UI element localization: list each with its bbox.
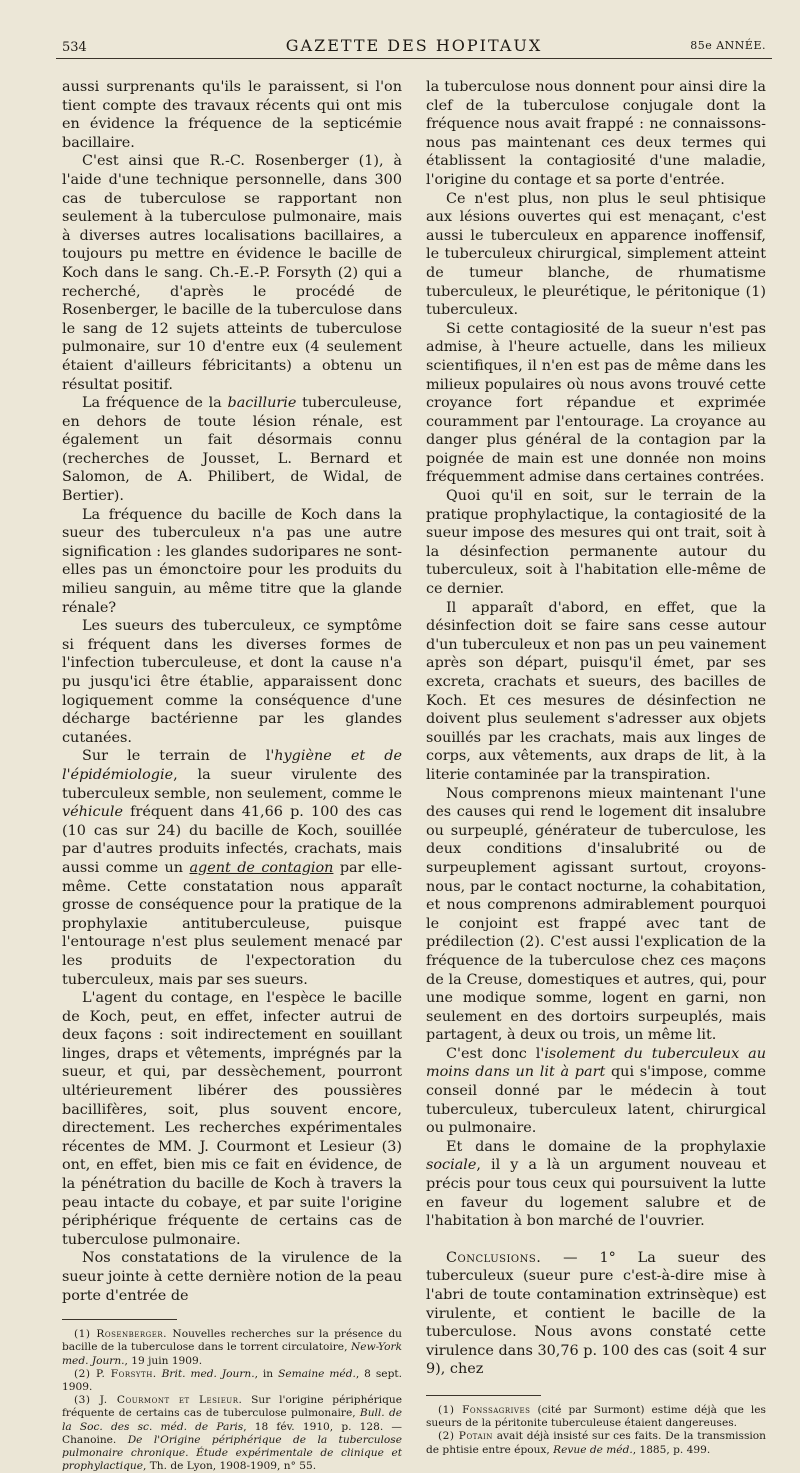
paragraph: L'agent du contage, en l'espèce le bacille de Koch, peut, en effet, infecter autrui de deux façons : soit indirectement en souillant linges, draps et vêtements, imprégnés par la sueur, et qui, par dessèchement, pourront ultérieurement libérer des poussières bacillifères, soit, plus souvent encore, directement. Les recherches expérimentales récentes de MM. J. Courmont et Lesieur (3) ont, en effet, bien mis ce fait en évidence, de la pénétration du bacille de Koch à travers la peau intacte du cobaye, et par suite l'origine périphérique fréquente de certains cas de tuberculose pulmonaire. — [62, 990, 402, 1248]
paragraph: Nous comprenons mieux maintenant l'une des causes qui rend le logement dit insalubre ou surpeuplé, générateur de tuberculose, les deux conditions d'insalubrité ou de surpeuplement agissant surtout, croyons-nous, par le contact nocturne, la cohabitation, et nous comprenons admirablement pourquoi le conjoint est frappé avec tant de prédilection (2). C'est aussi l'explication de la fréquence de la tuberculose chez ces maçons de la Creuse, domestiques et autres, qui, pour une modique somme, logent en garni, non seulement en des dortoirs surpeuplés, mais partagent, à deux ou trois, un même lit. — [426, 785, 766, 1044]
footnote: (2) P. Forsyth. Brit. med. Journ., in Semaine méd., 8 sept. 1909. — [62, 1367, 402, 1393]
left-column — [62, 78, 403, 1473]
footnote: (3) J. Courmont et Lesieur. Sur l'origine périphérique fréquente de certains cas de tuberculose pulmonaire, Bull. de la Soc. des sc. méd. de Paris, 18 fév. 1910, p. 128. — Chanoine. De l'Origine périphérique de la tuberculose pulmonaire chronique. Étude expérimentale de clinique et prophylactique, Th. de Lyon, 1908-1909, n° 55. — [62, 1394, 403, 1473]
paragraph: Sur le terrain de l'hygiène et de l'épidémiologie, la sueur virulente des tuberculeux semble, non seulement, comme le véhicule fréquent dans 41,66 p. 100 des cas (10 cas sur 24) du bacille de Koch, souillée par d'autres produits infectés, crachats, mais aussi comme un agent de contagion par elle-même. Cette constatation nous apparaît grosse de conséquence pour la pratique de la prophylaxie antituberculeuse, puisque l'entourage n'est plus seulement menacé par les produits de l'expectoration du tuberculeux, mais par ses sueurs. — [62, 748, 403, 988]
paragraph: Il apparaît d'abord, en effet, que la désinfection doit se faire sans cesse autour d'un tuberculeux et non pas un peu vainement après son départ, puisqu'il émet, par ses excreta, crachats et sueurs, des bacilles de Koch. Et ces mesures de désinfection ne doivent plus seulement s'adresser aux objets souillés par les crachats, mais aux linges de corps, aux vêtements, aux draps de lit, à la literie contaminée par la transpiration. — [426, 599, 766, 783]
paragraph: La fréquence du bacille de Koch dans la sueur des tuberculeux n'a pas une autre signification : les glandes sudoripares ne sont-elles pas un émonctoire pour les produits du milieu sanguin, au même titre que la glande rénale? — [62, 506, 402, 616]
footnote: (2) Potain avait déjà insisté sur ces faits. De la transmission de phtisie entre époux, Revue de méd., 1885, p. 499. — [426, 1430, 766, 1456]
journal-title: GAZETTE DES HOPITAUX — [285, 36, 543, 55]
footnotes — [426, 1404, 766, 1457]
footnote-rule — [426, 1395, 541, 1396]
paragraph: Nos constatations de la virulence de la sueur jointe à cette dernière notion de la peau porte d'entrée de — [62, 1250, 402, 1304]
footnote-rule — [62, 1319, 177, 1320]
paragraph: Les sueurs des tuberculeux, ce symptôme si fréquent dans les diverses formes de l'infection tuberculeuse, et dont la cause n'a pu jusqu'ici être établie, apparaissent donc logiquement comme la conséquence d'une décharge bactérienne par les glandes cutanées. — [62, 618, 402, 746]
paragraph: Ce n'est plus, non plus le seul phtisique aux lésions ouvertes qui est menaçant, c'est aussi le tuberculeux en apparence inoffensif, le tuberculeux chirurgical, simplement atteint de tumeur blanche, de rhumatisme tuberculeux, le pleurétique, le péritonique (1) tuberculeux. — [426, 190, 766, 319]
paragraph: C'est donc l'isolement du tuberculeux au moins dans un lit à part qui s'impose, comme conseil donné par le médecin à tout tuberculeux, tuberculeux latent, chirurgical ou pulmonaire. — [426, 1045, 766, 1137]
page-number: 534 — [62, 40, 87, 55]
footnote: (1) Rosenberger. Nouvelles recherches sur la présence du bacille de la tuberculose dans le torrent circulatoire, New-York med. Journ., 19 juin 1909. — [62, 1328, 403, 1367]
paragraph: la tuberculose nous donnent pour ainsi dire la clef de la tuberculose conjugale dont la fréquence nous avait frappé : ne connaissons-nous pas maintenant ces deux termes qui établissent la contagiosité d'une maladie, l'origine du contage et sa porte d'entrée. — [426, 79, 766, 188]
right-column — [426, 78, 766, 1456]
paragraph: Quoi qu'il en soit, sur le terrain de la pratique prophylactique, la contagiosité de la sueur impose des mesures qui ont trait, soit à la désinfection permanente autour du tuberculeux, soit à l'habitation elle-même de ce dernier. — [426, 488, 766, 598]
year-label: 85e ANNÉE. — [690, 39, 766, 52]
footnotes — [62, 1328, 402, 1473]
page-header — [56, 36, 772, 59]
paragraph: Et dans le domaine de la prophylaxie sociale, il y a là un argument nouveau et précis pour tous ceux qui poursuivent la lutte en faveur du logement salubre et de l'habitation à bon marché de l'ouvrier. — [426, 1138, 766, 1230]
paragraph: Si cette contagiosité de la sueur n'est pas admise, à l'heure actuelle, dans les milieux scientifiques, il n'en est pas de même dans les milieux populaires où nous avons trouvé cette croyance fort répandue et exprimée couramment par l'entourage. La croyance au danger plus général de la contagion par la poignée de main est une donnée non moins fréquemment admise dans certaines contrées. — [426, 320, 766, 486]
paragraph: C'est ainsi que R.-C. Rosenberger (1), à l'aide d'une technique personnelle, dans 300 cas de tuberculose se rapportant non seulement à la tuberculose pulmonaire, mais à diverses autres localisations bacillaires, a toujours pu mettre en évidence le bacille de Koch dans le sang. Ch.-E.-P. Forsyth (2) qui a recherché, d'après le procédé de Rosenberger, le bacille de la tuberculose dans le sang de 12 sujets atteints de tuberculose pulmonaire, sur 10 d'entre eux (4 seulement étaient d'ailleurs fébricitants) a obtenu un résultat positif. — [62, 153, 402, 393]
paragraph: La fréquence de la bacillurie tuberculeuse, en dehors de toute lésion rénale, est également un fait désormais connu (recherches de Jousset, L. Bernard et Salomon, de A. Philibert, de Widal, de Bertier). — [62, 395, 402, 505]
conclusions-paragraph: Conclusions. — 1° La sueur des tuberculeux (sueur pure c'est-à-dire mise à l'abri de toute contamination extrinsèque) est virulente, et contient le bacille de la tuberculose. Nous avons constaté cette virulence dans 30,76 p. 100 des cas (soit 4 sur 9), chez — [426, 1249, 766, 1378]
footnote: (1) Fonssagrives (cité par Surmont) estime déjà que les sueurs de la péritonite tuberculeuse étaient dangereuses. — [426, 1403, 766, 1430]
paragraph: aussi surprenants qu'ils le paraissent, si l'on tient compte des travaux récents qui ont mis en évidence la fréquence de la septicémie bacillaire. — [62, 79, 402, 151]
